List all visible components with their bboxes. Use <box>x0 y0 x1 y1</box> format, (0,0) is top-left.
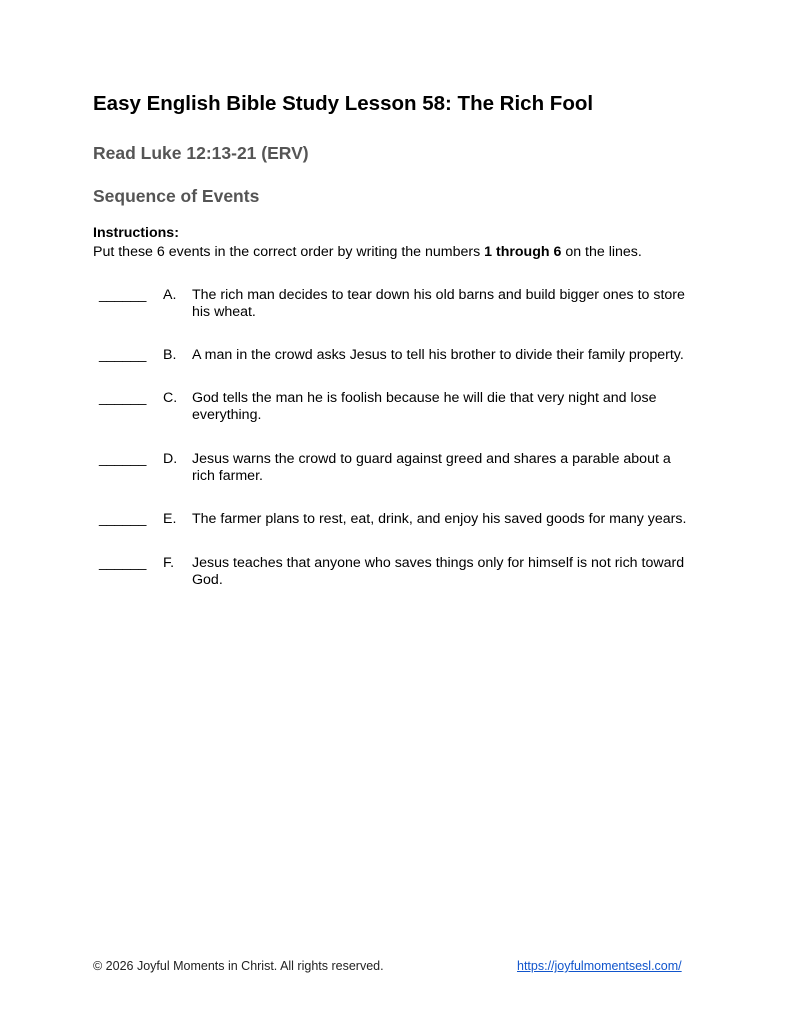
instructions-text-after: on the lines. <box>561 244 642 260</box>
answer-blank[interactable]: ______ <box>99 390 147 406</box>
event-letter: E. <box>163 511 177 527</box>
event-text: Jesus teaches that anyone who saves things only for himself is not rich toward God. <box>192 555 685 588</box>
event-text: Jesus warns the crowd to guard against greed and shares a parable about a rich farmer. <box>192 451 671 484</box>
instructions-label: Instructions: <box>93 225 179 241</box>
event-letter: F. <box>163 555 175 571</box>
answer-blank[interactable]: ______ <box>99 287 147 303</box>
event-text: A man in the crowd asks Jesus to tell his brother to divide their family property. <box>192 347 684 363</box>
event-text: The farmer plans to rest, eat, drink, and enjoy his saved goods for many years. <box>192 511 687 527</box>
instructions-text <box>93 244 642 260</box>
answer-blank[interactable]: ______ <box>99 511 147 527</box>
section-title: Sequence of Events <box>93 186 260 206</box>
event-text: God tells the man he is foolish because he will die that very night and lose everything. <box>192 390 657 423</box>
event-letter: D. <box>163 451 178 467</box>
event-letter: C. <box>163 390 178 406</box>
event-letter: B. <box>163 347 177 363</box>
answer-blank[interactable]: ______ <box>99 555 147 571</box>
reading-reference: Read Luke 12:13-21 (ERV) <box>93 143 309 163</box>
page-title: Easy English Bible Study Lesson 58: The Rich Fool <box>93 92 594 115</box>
answer-blank[interactable]: ______ <box>99 347 147 363</box>
answer-blank[interactable]: ______ <box>99 451 147 467</box>
instructions-text-before: Put these 6 events in the correct order by writing the numbers <box>93 244 485 260</box>
footer-copyright: © 2026 Joyful Moments in Christ. All rights reserved. <box>93 959 384 973</box>
event-letter: A. <box>163 287 177 303</box>
footer-website-link[interactable]: https://joyfulmomentsesl.com/ <box>517 959 682 973</box>
event-text: The rich man decides to tear down his old barns and build bigger ones to store his wheat. <box>192 287 685 320</box>
instructions-text-bold: 1 through 6 <box>484 244 562 260</box>
